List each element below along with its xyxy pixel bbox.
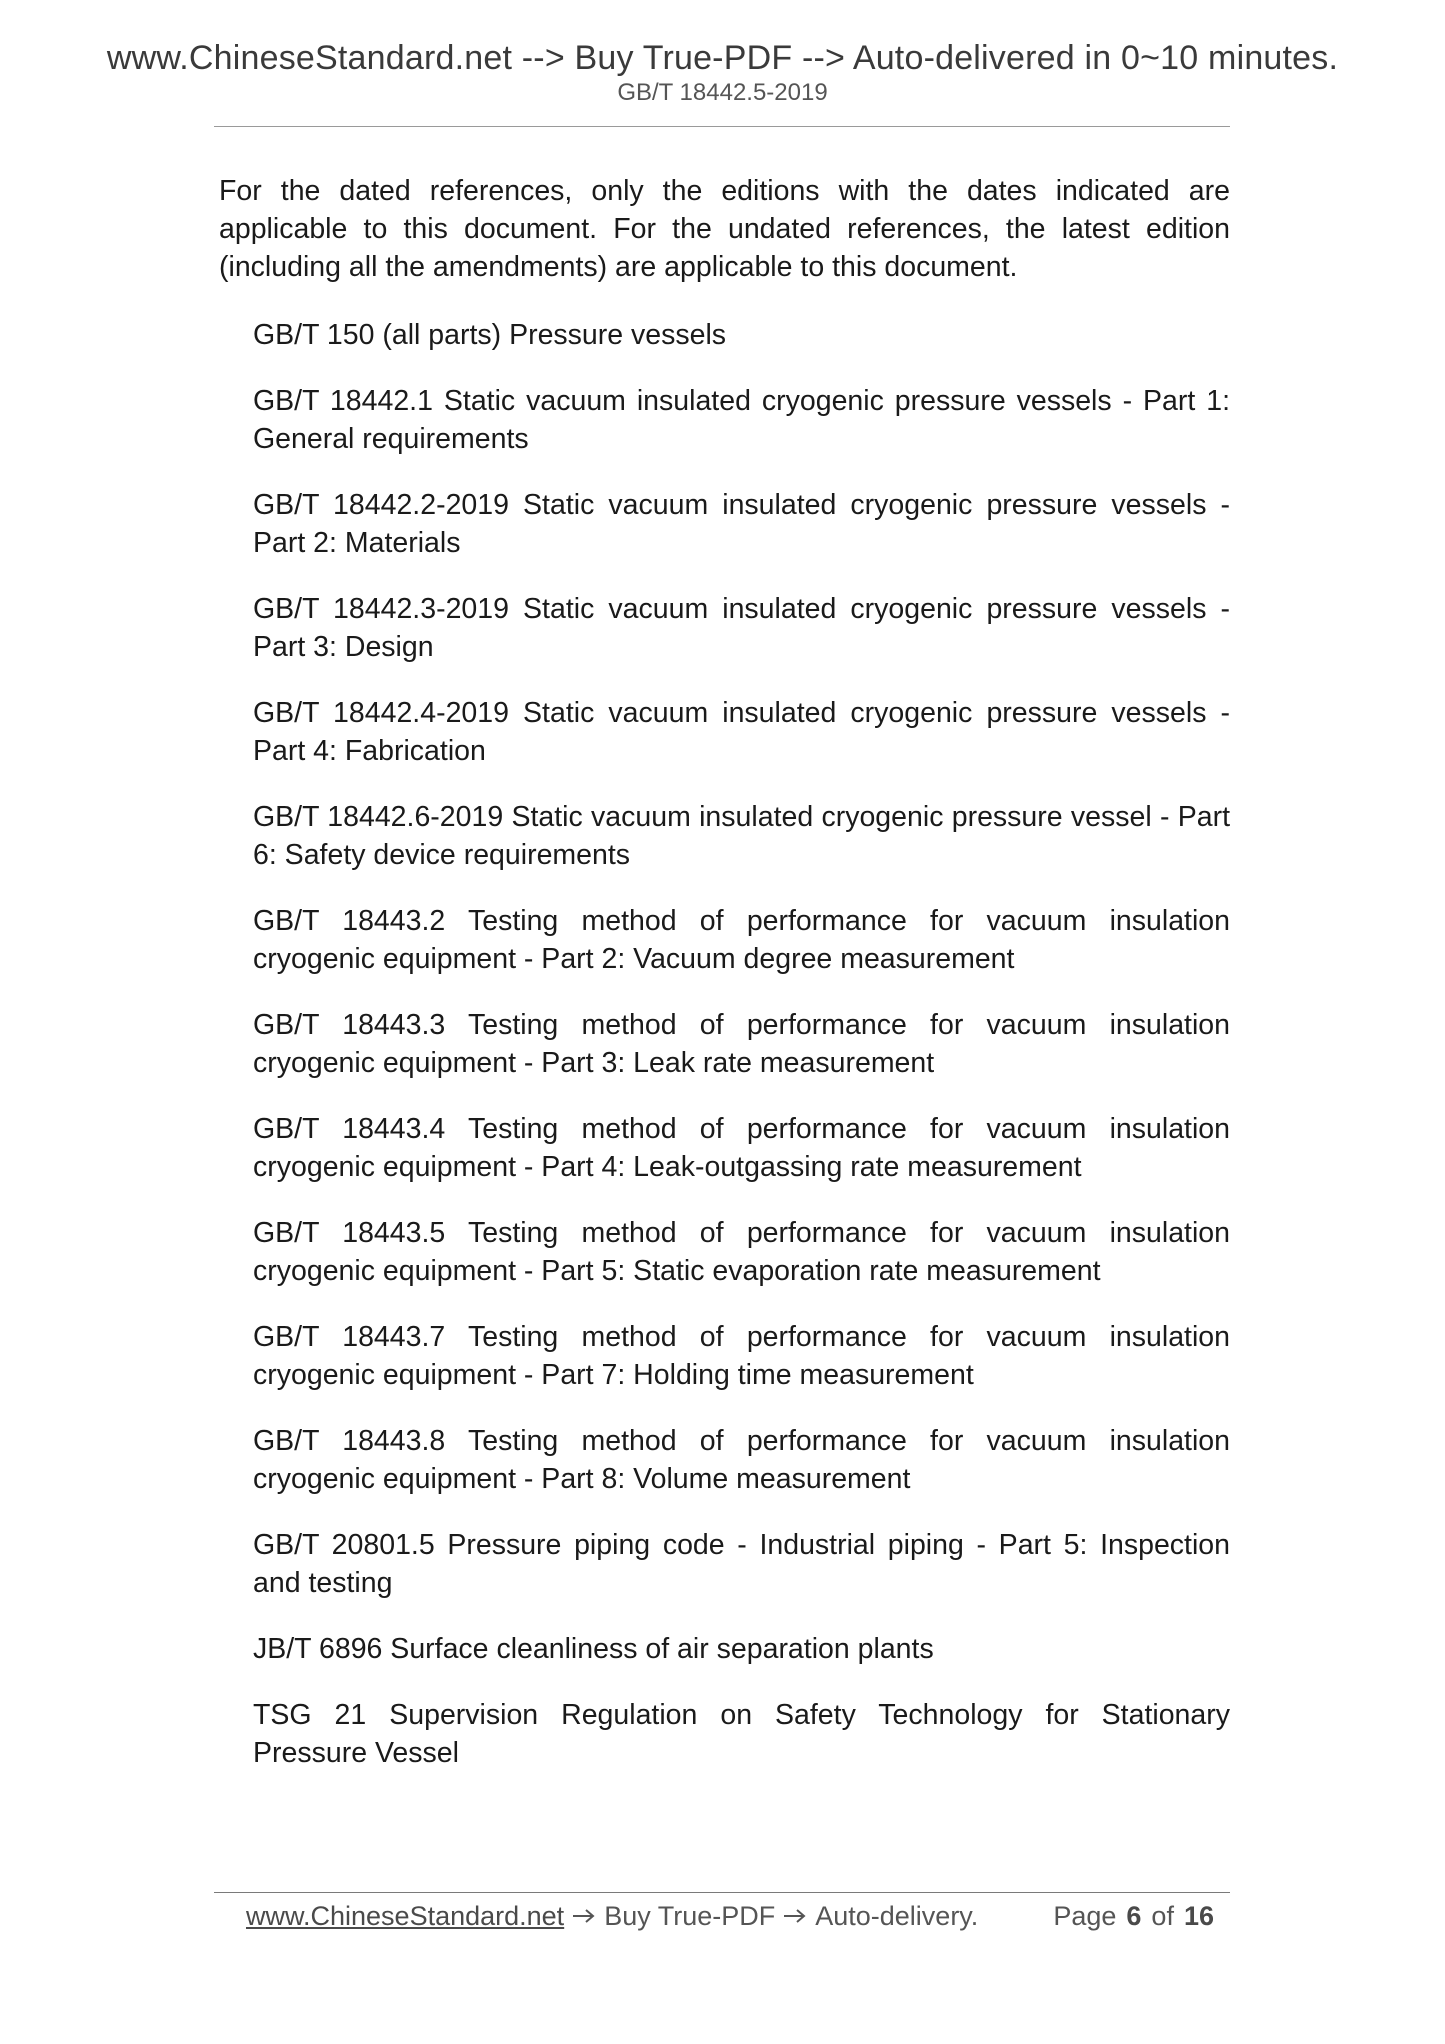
reference-item: GB/T 18442.2-2019 Static vacuum insulated cryogenic pressure vessels - Part 2: Materials bbox=[253, 489, 1230, 559]
reference-item: GB/T 20801.5 Pressure piping code - Industrial piping - Part 5: Inspection and testing bbox=[253, 1529, 1230, 1599]
reference-item: GB/T 18443.3 Testing method of performance for vacuum insulation cryogenic equipment - Part 3: Leak rate measurement bbox=[253, 1009, 1230, 1079]
reference-item: GB/T 18443.2 Testing method of performance for vacuum insulation cryogenic equipment - Part 2: Vacuum degree measurement bbox=[253, 905, 1230, 975]
intro-paragraph: For the dated references, only the editions with the dates indicated are applicable to this document. For the undated references, the latest edition (including all the amendments) are applicable to this document. bbox=[219, 175, 1230, 283]
document-body bbox=[219, 172, 1230, 1800]
normative-references-list bbox=[219, 316, 1230, 1772]
footer-promo bbox=[246, 1896, 978, 1936]
footer-site-link[interactable]: www.ChineseStandard.net bbox=[246, 1901, 565, 1931]
page-label: Page bbox=[1053, 1901, 1117, 1931]
reference-item: GB/T 18443.5 Testing method of performance for vacuum insulation cryogenic equipment - Part 5: Static evaporation rate measurement bbox=[253, 1217, 1230, 1287]
reference-item: GB/T 18443.4 Testing method of performance for vacuum insulation cryogenic equipment - Part 4: Leak-outgassing rate measurement bbox=[253, 1113, 1230, 1183]
arrow-right-icon bbox=[783, 1908, 807, 1924]
reference-item: TSG 21 Supervision Regulation on Safety Technology for Stationary Pressure Vessel bbox=[253, 1699, 1230, 1769]
reference-item: GB/T 18442.1 Static vacuum insulated cryogenic pressure vessels - Part 1: General requirements bbox=[253, 385, 1230, 455]
reference-item: GB/T 18442.3-2019 Static vacuum insulated cryogenic pressure vessels - Part 3: Design bbox=[253, 593, 1230, 663]
reference-item: JB/T 6896 Surface cleanliness of air separation plants bbox=[253, 1633, 934, 1665]
page-footer bbox=[246, 1896, 1214, 1936]
reference-item: GB/T 18442.6-2019 Static vacuum insulated cryogenic pressure vessel - Part 6: Safety device requirements bbox=[253, 801, 1230, 871]
total-pages: 16 bbox=[1183, 1901, 1214, 1931]
page-header bbox=[0, 38, 1445, 107]
reference-item: GB/T 18443.7 Testing method of performance for vacuum insulation cryogenic equipment - Part 7: Holding time measurement bbox=[253, 1321, 1230, 1391]
header-banner: www.ChineseStandard.net --> Buy True-PDF --> Auto-delivered in 0~10 minutes. bbox=[106, 39, 1339, 77]
page-number: 6 bbox=[1126, 1901, 1142, 1931]
arrow-right-icon bbox=[572, 1908, 596, 1924]
footer-buy-text: Buy True-PDF bbox=[604, 1901, 776, 1931]
reference-item: GB/T 150 (all parts) Pressure vessels bbox=[253, 319, 727, 351]
footer-divider bbox=[214, 1892, 1230, 1893]
page-indicator bbox=[1053, 1896, 1214, 1936]
reference-item: GB/T 18442.4-2019 Static vacuum insulated cryogenic pressure vessels - Part 4: Fabrication bbox=[253, 697, 1230, 767]
header-document-id: GB/T 18442.5-2019 bbox=[617, 79, 828, 106]
header-divider bbox=[214, 126, 1230, 127]
footer-delivery-text: Auto-delivery. bbox=[815, 1901, 979, 1931]
reference-item: GB/T 18443.8 Testing method of performance for vacuum insulation cryogenic equipment - Part 8: Volume measurement bbox=[253, 1425, 1230, 1495]
of-label: of bbox=[1151, 1901, 1174, 1931]
